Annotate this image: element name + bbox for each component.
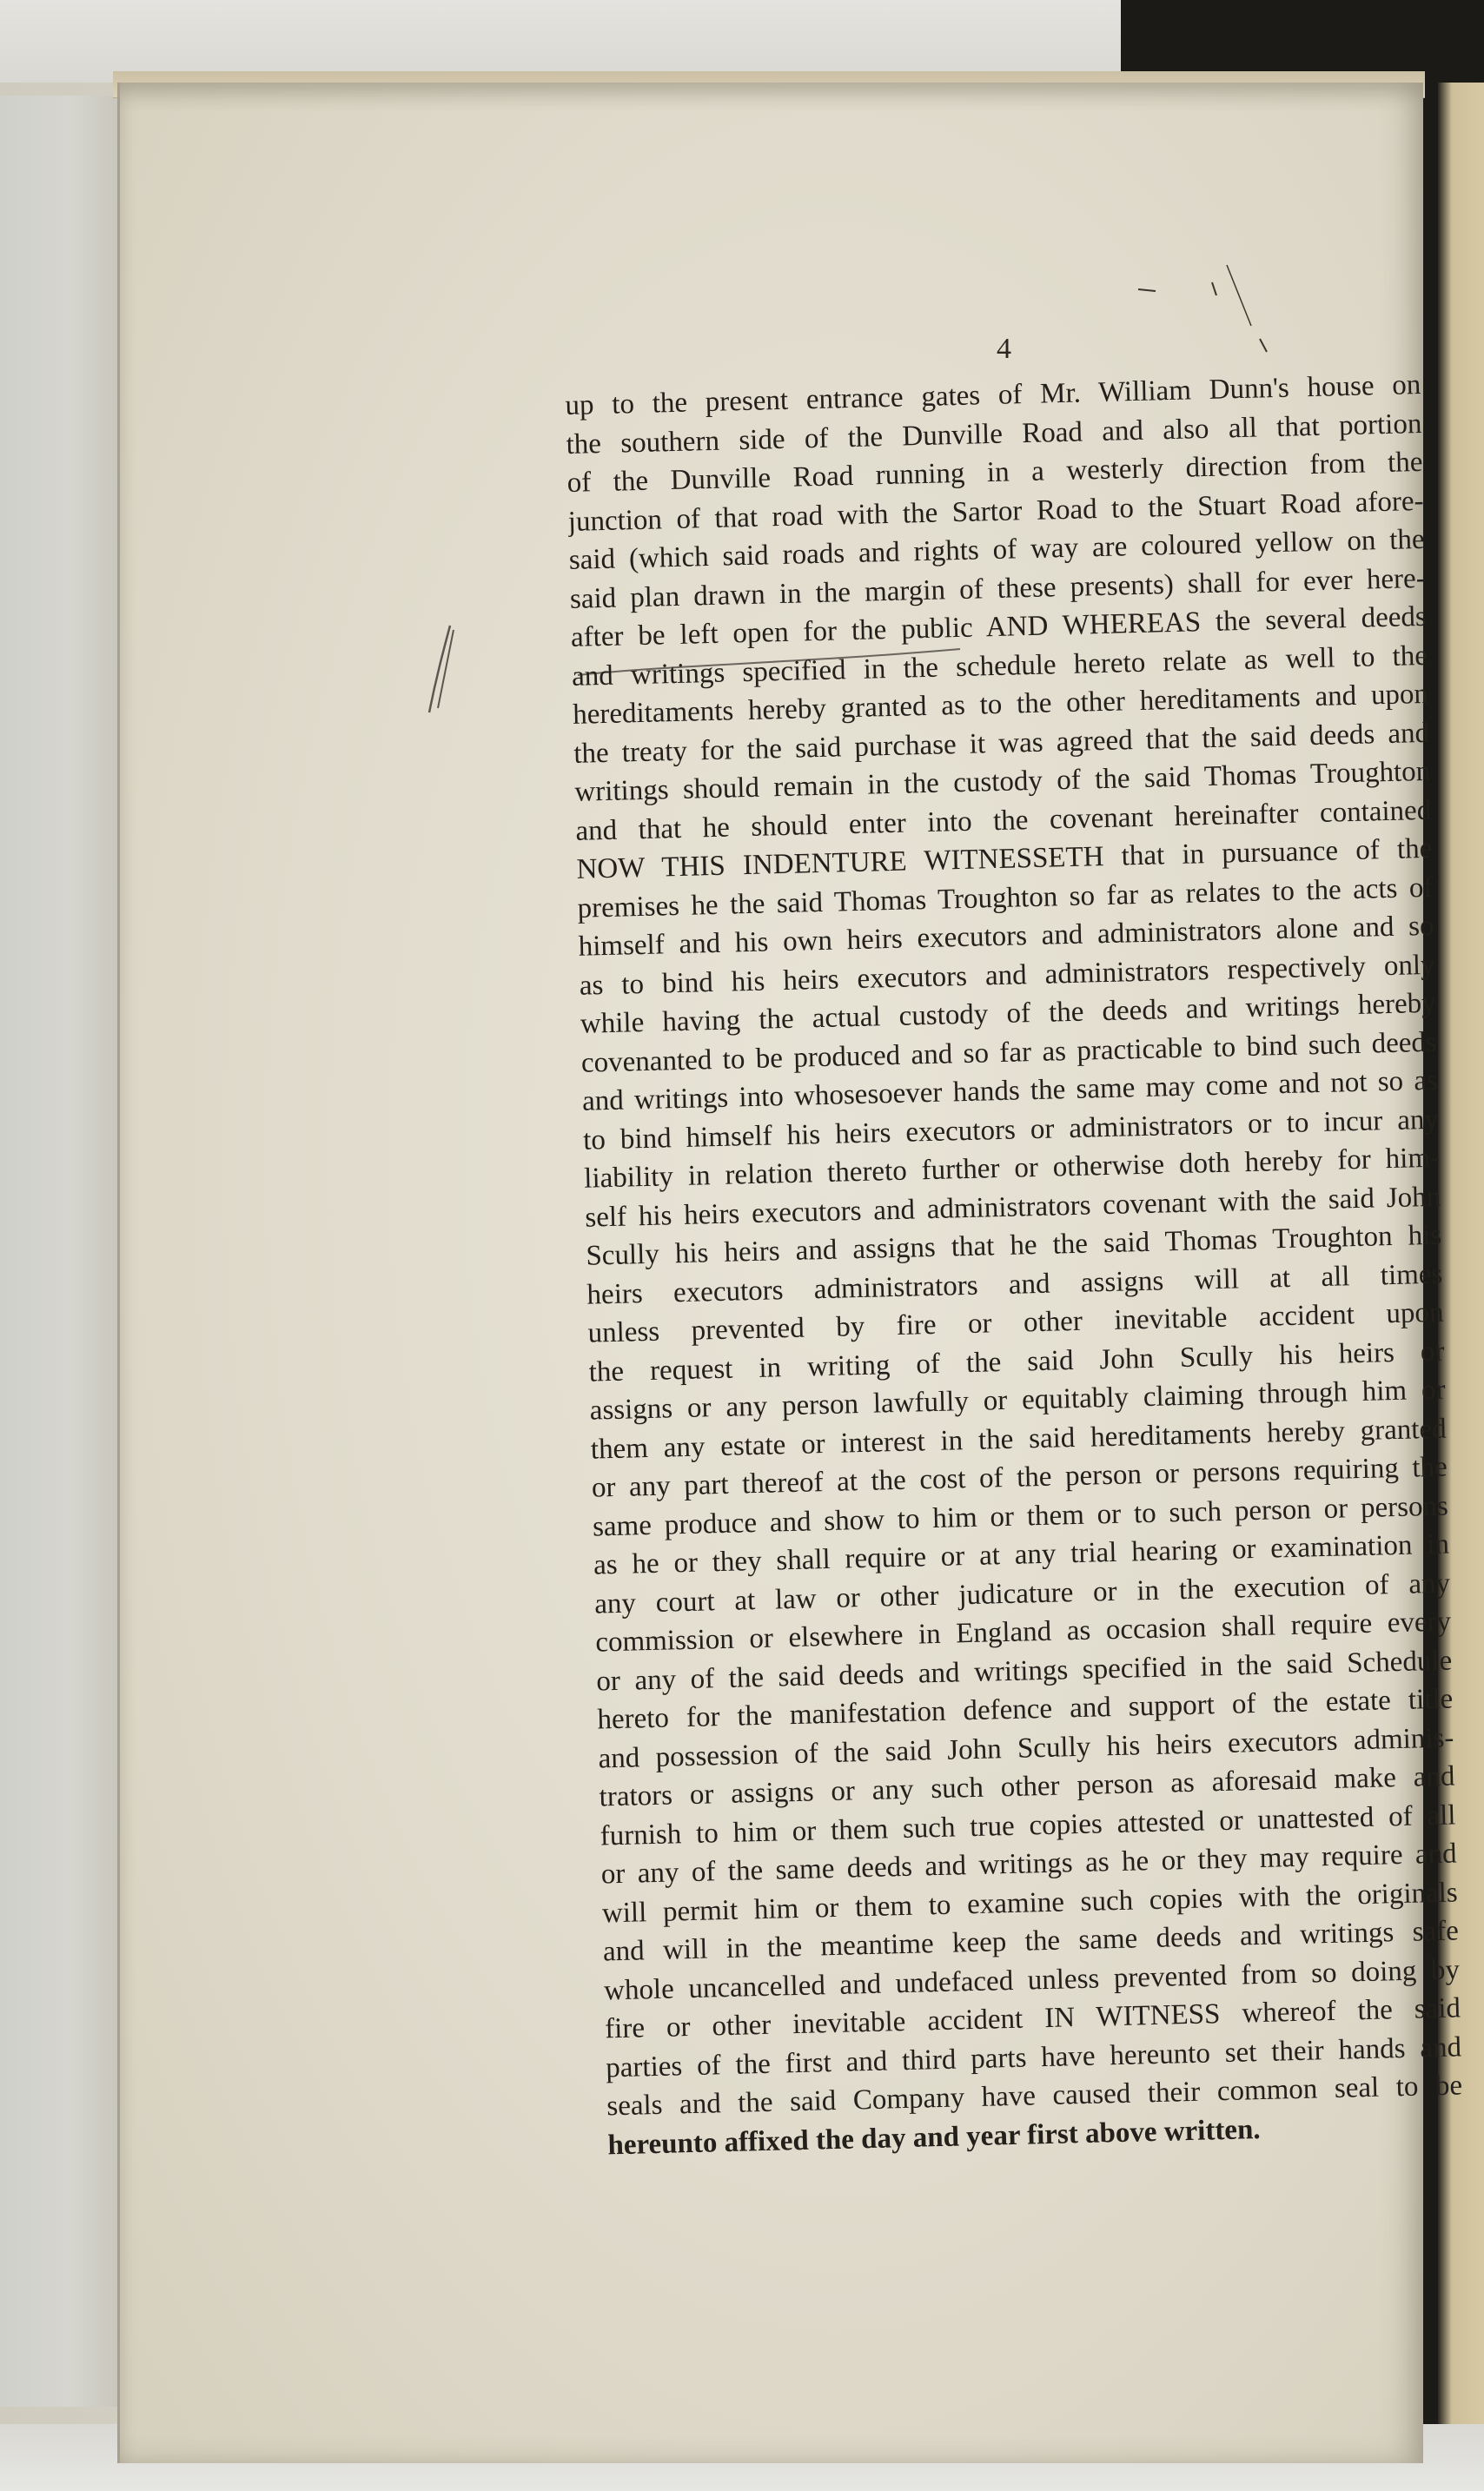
text-line: liability in relation thereto further or otherwise doth hereby for him-: [583, 1142, 1441, 1195]
text-line: NOW THIS INDENTURE WITNESSETH that in pursuance of the: [576, 832, 1433, 885]
left-page-strip: [0, 96, 119, 2407]
text-line: or any of the said deeds and writings specified in the said Schedule: [595, 1644, 1453, 1698]
text-line: as to bind his heirs executors and administrators respectively only: [579, 949, 1435, 1002]
text-line: after be left open for the public AND WHEREAS the several deeds: [570, 600, 1428, 653]
text-line: up to the present entrance gates of Mr. William Dunn's house on: [565, 368, 1421, 421]
text-line: fire or other inevitable accident IN WITNESS whereof the said: [604, 1992, 1461, 2045]
text-line: heirs executors administrators and assigns will at all times: [586, 1258, 1443, 1311]
text-line: them any estate or interest in the said hereditaments hereby granted: [590, 1413, 1448, 1466]
text-line: writings should remain in the custody of the said Thomas Troughton: [573, 755, 1431, 808]
ink-tick-marks: [1130, 256, 1303, 361]
text-line: premises he the said Thomas Troughton so far as relates to the acts of: [577, 871, 1434, 924]
text-line: any court at law or other judicature or in the execution of any: [593, 1567, 1451, 1620]
text-line: the request in writing of the said John Scully his heirs or: [588, 1335, 1445, 1388]
text-line: parties of the first and third parts have hereunto set their hands and: [605, 2031, 1462, 2084]
text-line: himself and his own heirs executors and administrators alone and so: [578, 910, 1434, 963]
text-line: or any of the same deeds and writings as he or they may require and: [600, 1838, 1457, 1891]
document-body-text: [565, 366, 1464, 2164]
text-line-closing: hereunto affixed the day and year first above written.: [607, 2113, 1261, 2161]
text-line: self his heirs executors and administrators covenant with the said John: [584, 1181, 1441, 1234]
text-line: same produce and show to him or them or to such person or persons: [592, 1490, 1449, 1543]
text-line: and will in the meantime keep the same deeds and writings safe: [602, 1915, 1460, 1968]
text-line: the treaty for the said purchase it was agreed that the said deeds and: [573, 717, 1430, 770]
text-line: assigns or any person lawfully or equitably claiming through him or: [589, 1374, 1446, 1427]
text-line: trators or assigns or any such other person as aforesaid make and: [599, 1760, 1455, 1813]
text-line: hereto for the manifestation defence and support of the estate title: [597, 1683, 1454, 1736]
text-line: unless prevented by fire or other inevitable accident upon: [587, 1296, 1444, 1349]
text-line: and writings into whosesoever hands the same may come and not so as: [581, 1064, 1439, 1117]
pencil-margin-mark: [424, 621, 459, 717]
text-line: and writings specified in the schedule hereto relate as well to the: [571, 639, 1428, 692]
text-line: furnish to him or them such true copies attested or unattested of all: [600, 1799, 1456, 1852]
text-line: to bind himself his heirs executors or administrators or to incur any: [582, 1103, 1440, 1156]
text-line: or any part thereof at the cost of the person or persons requiring the: [591, 1451, 1448, 1504]
page-number: 4: [997, 333, 1012, 365]
text-line: as he or they shall require or at any trial hearing or examination in: [593, 1528, 1450, 1581]
text-line: hereditaments hereby granted as to the other hereditaments and upon: [572, 678, 1429, 731]
text-line: and that he should enter into the covenant hereinafter contained: [575, 794, 1432, 847]
text-line: whole uncancelled and undefaced unless prevented from so doing by: [603, 1953, 1461, 2006]
text-line: the southern side of the Dunville Road and also all that portion: [566, 407, 1422, 460]
text-line: and possession of the said John Scully his heirs executors adminis-: [598, 1721, 1454, 1775]
text-line: of the Dunville Road running in a westerly direction from the: [566, 446, 1423, 499]
text-line: junction of that road with the Sartor Road to the Stuart Road afore-: [567, 485, 1424, 538]
text-line: said (which said roads and rights of way are coloured yellow on the: [568, 523, 1426, 576]
text-line: Scully his heirs and assigns that he the said Thomas Troughton his: [586, 1219, 1442, 1272]
top-sheet-edge: [0, 0, 1121, 83]
text-line: will permit him or them to examine such copies with the originals: [601, 1876, 1459, 1929]
text-line: commission or elsewhere in England as occasion shall require every: [594, 1606, 1452, 1659]
text-line: while having the actual custody of the deeds and writings hereby: [580, 987, 1437, 1040]
text-line: seals and the said Company have caused their common seal to be: [606, 2070, 1463, 2123]
text-line: covenanted to be produced and so far as practicable to bind such deeds: [580, 1026, 1438, 1079]
text-line: said plan drawn in the margin of these presents) shall for ever here-: [569, 562, 1427, 615]
